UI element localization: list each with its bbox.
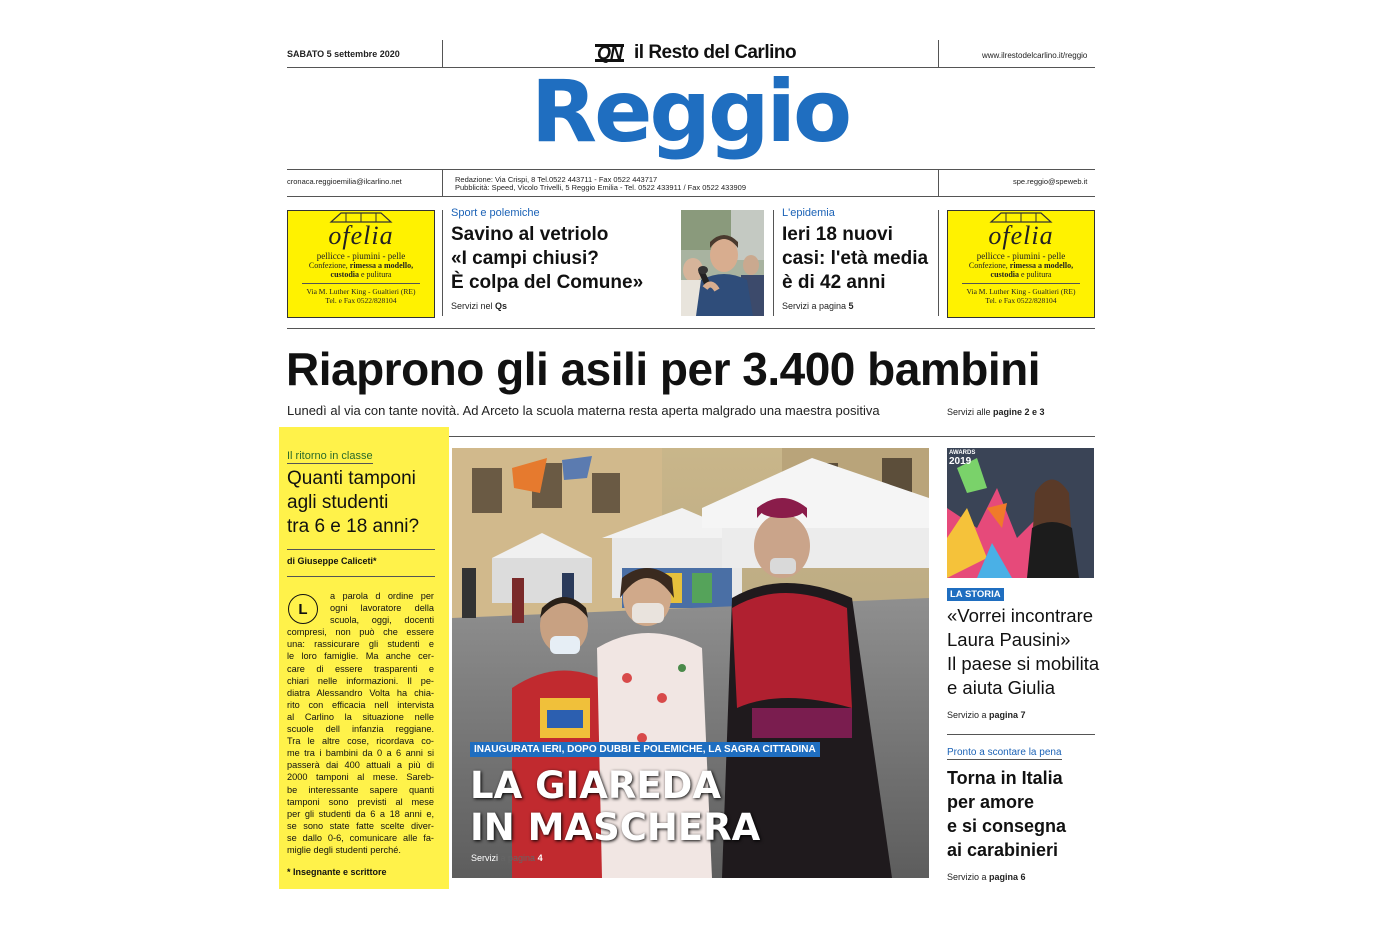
photo-ref <box>471 853 543 863</box>
editorial-column[interactable] <box>287 446 435 577</box>
email-right[interactable]: spe.reggio@speweb.it <box>1013 177 1088 186</box>
ad-tel: Tel. e Fax 0522/828104 <box>325 296 397 305</box>
teaser-sport[interactable] <box>451 207 676 311</box>
photo-title-1: LA GIAREDA <box>470 764 721 807</box>
storia-headline-2: Laura Pausini» <box>947 629 1071 650</box>
teaser-epidemia-ref <box>782 301 934 311</box>
teaser-sport-ref-bold: Qs <box>495 301 508 311</box>
ad-line3 <box>948 270 1094 279</box>
teaser-epidemia-kicker: L'epidemia <box>782 207 835 219</box>
ad-line2-prefix: Confezione, <box>308 261 350 270</box>
teaser-sport-headline-1: Savino al vetriolo <box>451 224 609 245</box>
pubblicita-info: Pubblicità: Speed, Vicolo Trivelli, 5 Reggio Emilia - Tel. 0522 433911 / Fax 0522 433909 <box>455 183 747 192</box>
storia-headline-1: «Vorrei incontrare <box>947 605 1094 626</box>
masthead-rule-bottom <box>287 196 1095 197</box>
storia-tag: LA STORIA <box>947 588 1004 601</box>
masthead-divider-left <box>442 40 443 68</box>
masthead-rule-mid <box>287 169 1095 170</box>
ad-line1: pellicce - piumini - pelle <box>976 251 1066 261</box>
qn-logo: QN <box>597 43 622 63</box>
teaser-sport-headline-3: È colpa del Comune» <box>451 272 644 293</box>
main-ref-bold: pagine 2 e 3 <box>993 407 1045 417</box>
storia-ref-bold: pagina 7 <box>989 710 1026 720</box>
ad-line2 <box>948 261 1094 270</box>
editorial-byline: di Giuseppe Caliceti* <box>287 556 377 566</box>
editorial-title-1: Quanti tamponi <box>287 468 416 489</box>
pena-story[interactable] <box>947 742 1097 882</box>
ofelia-ad-left[interactable] <box>287 210 435 318</box>
ad-tel: Tel. e Fax 0522/828104 <box>985 296 1057 305</box>
editorial-body-line: una: rassicurare gli studenti e <box>287 639 434 650</box>
storia-headline-3: Il paese si mobilita <box>947 653 1100 674</box>
redazione-info: Redazione: Via Crispi, 8 Tel.0522 443711 - Fax 0522 443717 <box>455 175 658 184</box>
teaser-sport-kicker: Sport e polemiche <box>451 207 540 219</box>
storia-headline-4: e aiuta Giulia <box>947 677 1055 698</box>
ad-line2-prefix: Confezione, <box>968 261 1010 270</box>
pena-headline-2: per amore <box>947 792 1035 812</box>
website-url[interactable]: www.ilrestodelcarlino.it/reggio <box>982 51 1088 60</box>
photo-kicker: INAUGURATA IERI, DOPO DUBBI E POLEMICHE, LA SAGRA CITTADINA <box>470 742 820 757</box>
edition-title: Reggio <box>530 62 850 162</box>
teaser-sport-headline-2: «I campi chiusi? <box>451 248 599 269</box>
teaser-epidemia[interactable] <box>782 207 934 311</box>
editorial-body-line: scuole dell infanzia reggiane. <box>287 724 434 735</box>
contact-divider-right <box>938 170 939 196</box>
pena-headline-4: ai carabinieri <box>947 840 1059 860</box>
editorial-body-line: compresi, non può che essere <box>287 627 434 638</box>
ad-line3-suffix: e pulitura <box>1019 270 1052 279</box>
award-label <box>949 450 975 467</box>
ad-line2-bold: rimessa a modello, <box>349 261 414 270</box>
ad-line1: pellicce - piumini - pelle <box>316 251 406 261</box>
teaser-divider-right <box>938 210 939 316</box>
editorial-body-line: care di essere trasparenti e <box>287 663 434 674</box>
pena-kicker: Pronto a scontare la pena <box>947 747 1062 758</box>
editorial-footnote: * Insegnante e scrittore <box>287 867 387 877</box>
storia-story[interactable] <box>947 604 1100 720</box>
editorial-body <box>287 590 434 856</box>
pena-headline-1: Torna in Italia <box>947 768 1063 788</box>
main-headline[interactable]: Riaprono gli asili per 3.400 bambini <box>286 343 1040 395</box>
editorial-body-line: diatra Alessandro Volta ha chia- <box>287 687 434 698</box>
photo-ref-num: 4 <box>537 853 543 863</box>
ad-brand: ofelia <box>328 221 394 250</box>
photo-ref-prefix: Servizi <box>471 853 501 863</box>
pena-ref-bold: pagina 6 <box>989 872 1026 882</box>
pena-headline-3: e si consegna <box>947 816 1067 836</box>
contact-divider-left <box>442 170 443 196</box>
editorial-body-line: Tra le altre cose, ricordava co- <box>287 736 434 747</box>
editorial-rule-2 <box>287 576 435 577</box>
pausini-photo[interactable] <box>947 448 1094 578</box>
editorial-kicker: Il ritorno in classe <box>287 450 373 462</box>
teaser-epidemia-headline-3: è di 42 anni <box>782 272 886 293</box>
editorial-body-line: me tra i bambini da 0 a 6 anni si <box>287 748 434 759</box>
editorial-body-line: per gli studenti da 6 a 18 anni e, <box>287 808 434 819</box>
main-ref-prefix: Servizi alle <box>947 407 994 417</box>
teaser-epidemia-ref-prefix: Servizi a pagina <box>782 301 849 311</box>
editorial-rule <box>287 549 435 550</box>
editorial-dropcap-letter: L <box>298 600 308 618</box>
issue-date: SABATO 5 settembre 2020 <box>287 49 400 59</box>
masthead-divider-right <box>938 40 939 68</box>
savino-photo-image <box>681 210 764 316</box>
editorial-body-line: se dallo 0-6, comunicare alle fa- <box>287 832 434 843</box>
ad-brand: ofelia <box>988 221 1054 250</box>
ad-line3-bold: custodia <box>330 270 359 279</box>
ad-line3 <box>288 270 434 279</box>
editorial-body-line: tamponi sono previsti al mese <box>287 796 434 807</box>
editorial-body-line: al Carlino la situazione nelle <box>287 711 434 722</box>
editorial-title-3: tra 6 e 18 anni? <box>287 516 420 537</box>
editorial-body-line: le loro famiglie. Ma anche cer- <box>287 651 434 662</box>
editorial-body-line: 2000 tamponi al mese. Sareb- <box>287 772 434 783</box>
email-left[interactable]: cronaca.reggioemilia@ilcarlino.net <box>287 177 402 186</box>
storia-ref <box>947 710 1097 720</box>
teaser-epidemia-headline-1: Ieri 18 nuovi <box>782 224 893 245</box>
editorial-body-line: rito con efficacia nell intervista <box>287 699 434 710</box>
main-ref <box>947 407 1045 417</box>
teaser-divider-left <box>442 210 443 316</box>
pena-ref <box>947 872 1097 882</box>
photo-ref-hidden: a pagina <box>500 853 536 863</box>
side-rule <box>947 734 1095 735</box>
savino-photo[interactable] <box>681 210 764 316</box>
teaser-divider-mid <box>773 210 774 316</box>
pena-ref-prefix: Servizio a <box>947 872 990 882</box>
editorial-body-line: ogni lavoratore della <box>330 603 434 614</box>
editorial-body-line: be interessante sapere quanti <box>287 784 434 795</box>
editorial-body-line: a parola d ordine per <box>330 591 434 601</box>
teaser-rule-bottom <box>287 328 1095 329</box>
editorial-title-2: agli studenti <box>287 492 389 513</box>
award-year: 2019 <box>949 456 972 467</box>
teaser-sport-ref-prefix: Servizi nel <box>451 301 496 311</box>
newspaper-name: il Resto del Carlino <box>634 42 797 63</box>
teaser-epidemia-headline-2: casi: l'età media <box>782 248 929 269</box>
ofelia-ad-right[interactable] <box>947 210 1095 318</box>
editorial-body-line: miglie degli studenti perché. <box>287 844 401 855</box>
storia-ref-prefix: Servizio a <box>947 710 990 720</box>
main-subhead: Lunedì al via con tante novità. Ad Arceto la scuola materna resta aperta malgrado una maestra positiva <box>287 403 880 418</box>
editorial-body-line: se sono state fatte scelte diver- <box>287 820 434 831</box>
pausini-photo-image <box>947 448 1094 578</box>
photo-title-2: IN MASCHERA <box>470 806 761 849</box>
teaser-sport-ref <box>451 301 676 311</box>
award-label-text: AWARDS <box>949 450 976 456</box>
ad-line2 <box>288 261 434 270</box>
editorial-body-line: scuola, oggi, docenti <box>330 615 434 626</box>
ad-line2-bold: rimessa a modello, <box>1009 261 1074 270</box>
ad-line3-bold: custodia <box>990 270 1019 279</box>
editorial-body-line: passerà dai 400 attuali a più di <box>287 760 434 771</box>
ad-address: Via M. Luther King - Gualtieri (RE) <box>962 283 1080 296</box>
editorial-body-line: chiari nelle informazioni. Il pe- <box>287 675 434 686</box>
ad-address: Via M. Luther King - Gualtieri (RE) <box>302 283 420 296</box>
ad-line3-suffix: e pulitura <box>359 270 392 279</box>
teaser-epidemia-ref-bold: 5 <box>848 301 854 311</box>
